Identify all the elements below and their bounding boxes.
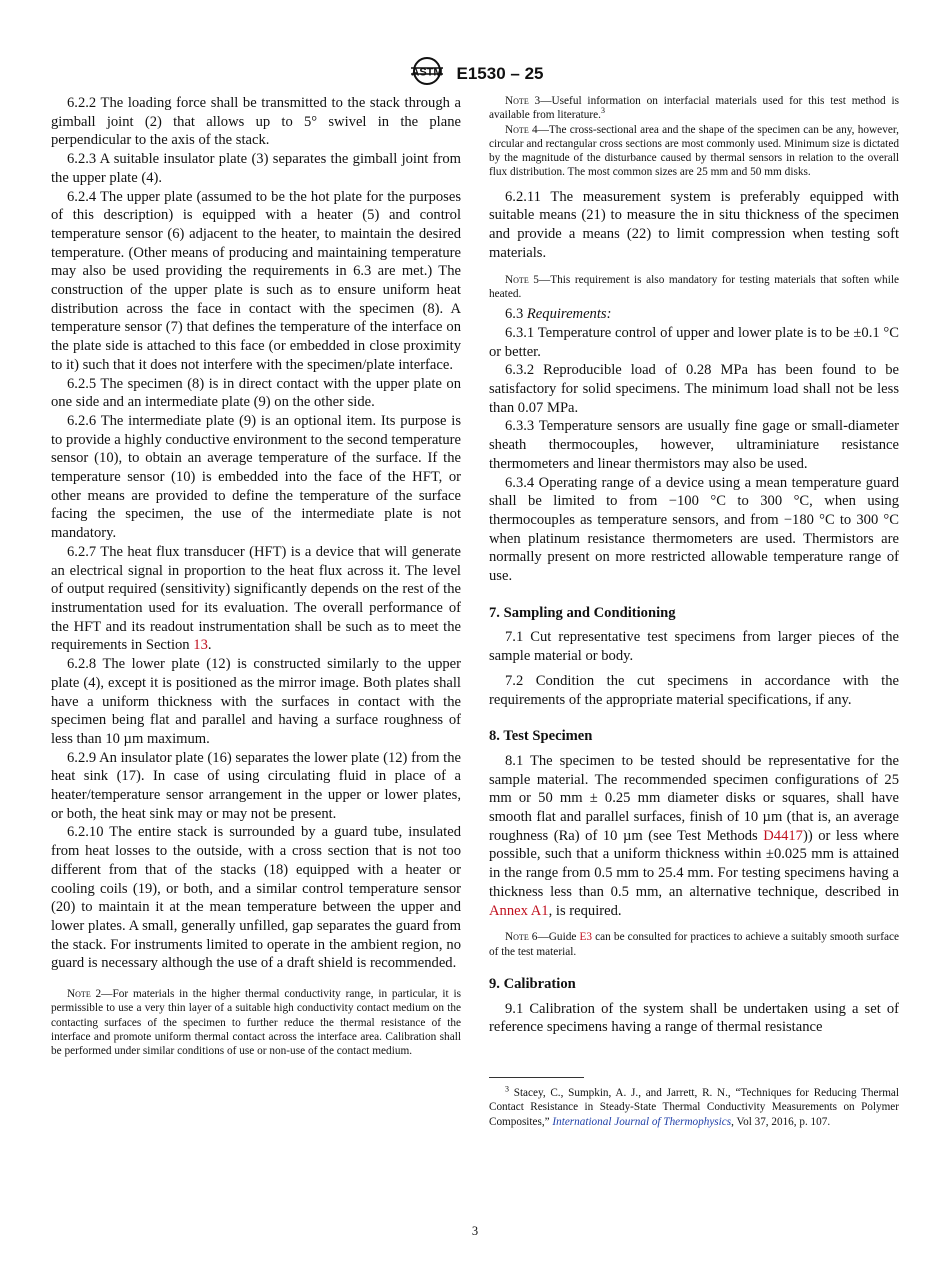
section-7-1: 7.1 Cut representative test specimens from larger pieces of the sample material or body.: [489, 629, 899, 665]
footnote-3: [489, 1086, 899, 1129]
section-7-heading: 7. Sampling and Conditioning: [489, 604, 676, 621]
note-3-text: —Useful information on interfacial materials used for this test method is available from literature.: [489, 95, 899, 122]
note-5-text: —This requirement is also mandatory for testing materials that soften while heated.: [489, 273, 899, 300]
section-6-2-8: 6.2.8 The lower plate (12) is constructed similarly to the upper plate (4), except it is positioned as the mirror image. Both plates shall have a uniform thickness with the surfaces in contact with the specimen being flat and parallel and having a surface roughness of less than 10 µm maximum.: [51, 656, 461, 747]
section-6-2-7: [51, 543, 461, 655]
section-6-2-7-end: .: [207, 637, 212, 654]
note-4-text: —The cross-sectional area and the shape of the specimen can be any, however, circular and rectangular cross sections are most commonly used. Minimum size is dictated by the magnitude of the disturbance caused by thermal sensors in relation to the overall flux distribution. The most common sizes are 25 mm and 50 mm disks.: [489, 123, 899, 179]
note-6-text: —Guide: [537, 931, 580, 944]
e3-link[interactable]: E3: [579, 931, 593, 944]
note-3: [489, 94, 899, 123]
left-column: [51, 94, 461, 1059]
note-6-label: Note 6: [505, 931, 538, 944]
section-6-2-4: 6.2.4 The upper plate (assumed to be the hot plate for the purposes of this description) is equipped with a heater (5) and control temperature sensor (6) adjacent to the heater, to maintain the desired temperature. (Other means of producing and maintaining temperature may also be used providing the requirements in 6.3 are met.) The construction of the upper plate is such as to ensure uniform heat distribution across the face in contact with the specimen (8). A temperature sensor (7) that defines the temperature of the interface on the plate side is attached to this face (or embedded in close proximity to it) such that it does not interfere with the specimen/plate interface.: [51, 188, 461, 373]
section-6-3-4: 6.3.4 Operating range of a device using a mean temperature guard shall be limited to from −100 °C to 300 °C, when using thermocouples as temperature sensors, and from −180 °C to 300 °C when platinum resistance thermometers are used. Thermistors are normally present on more restricted allowable temperature range of use.: [489, 474, 899, 585]
footnote-3-ref[interactable]: 3: [600, 106, 605, 116]
note-4-label: Note 4: [505, 123, 538, 136]
section-6-2-2: 6.2.2 The loading force shall be transmitted to the stack through a gimball joint (2) that allows up to 5° swivel in the plane perpendicular to the axis of the stack.: [51, 95, 461, 149]
section-6-3-1: 6.3.1 Temperature control of upper and lower plate is to be ±0.1 °C or better.: [489, 324, 899, 360]
section-8-1-end: , is required.: [548, 902, 622, 919]
section-8-1-text-2: )) or less where possible, such that a uniform thickness within ±0.025 mm is attained in the range from 0.5 mm to 25.4 mm. For testing specimens having a thickness less than 0.5 mm, an alternative technique, described in: [489, 827, 899, 900]
section-6-2-5: 6.2.5 The specimen (8) is in direct contact with the upper plate on one side and an intermediate plate (9) on the other side.: [51, 375, 461, 411]
footnote-3-number: 3: [505, 1084, 509, 1094]
note-4: [489, 123, 899, 180]
section-13-link[interactable]: 13: [193, 637, 208, 654]
svg-text:ASTM: ASTM: [410, 66, 443, 79]
note-3-label: Note 3: [505, 95, 541, 107]
note-6: [489, 930, 899, 959]
note-2: [51, 987, 461, 1058]
note-5-label: Note 5: [505, 273, 539, 286]
section-7-2: 7.2 Condition the cut specimens in accordance with the requirements of the appropriate material specifications, if any.: [489, 672, 899, 708]
standard-designation: E1530 – 25: [456, 63, 544, 83]
footnote-3-text: Stacey, C., Sumpkin, A. J., and Jarrett, R. N., “Techniques for Reducing Thermal Contact Resistance in Steady-State Thermal Conductivity Measurements on Polymer Composites,”: [489, 1086, 899, 1128]
section-6-2-10: 6.2.10 The entire stack is surrounded by a guard tube, insulated from heat losses to the outside, with a cross section that is not too different from that of the stacks (18) equipped with a heater or cooling coils (19), or both, and a similar control temperature sensor (20) to maintain it at the mean temperature between the upper and lower plates. A small, generally unfilled, gap separates the guard from the stack. For instruments limited to operate in the ambient region, no guard is necessary although the use of a draft shield is recommended.: [51, 824, 461, 972]
note-2-text: —For materials in the higher thermal conductivity range, in particular, it is permissible to use a very thin layer of a suitable high conductivity contact medium on the contacting surfaces of the specimen to further reduce the thermal resistance of the interface and promote uniform thermal contact across the interface area. Calibration shall be performed under similar conditions of use or non-use of the contact medium.: [51, 988, 462, 1058]
section-8-1: [489, 752, 899, 920]
page-header: [0, 56, 950, 91]
section-6-2-6: 6.2.6 The intermediate plate (9) is an optional item. Its purpose is to provide a highly conductive environment to the second temperature sensor (10), to obtain an average temperature of the surface. If the temperature sensor (10) is embedded into the face of the HFT, or other means are provided to define the temperature of the surface facing the specimen, the use of the intermediate plate is not mandatory.: [51, 412, 461, 542]
note-6-text-2: can be consulted for practices to achieve a suitably smooth surface of the test material.: [489, 931, 900, 958]
journal-link[interactable]: International Journal of Thermophysics: [552, 1115, 732, 1128]
footnote-3-end: , Vol 37, 2016, p. 107.: [731, 1115, 831, 1128]
annex-a1-link[interactable]: Annex A1: [489, 902, 549, 919]
page-number: 3: [471, 1224, 479, 1238]
section-6-3: [489, 305, 899, 324]
section-8-heading: 8. Test Specimen: [489, 728, 593, 745]
d4417-link[interactable]: D4417: [763, 827, 803, 844]
section-6-3-3: 6.3.3 Temperature sensors are usually fine gage or small-diameter sheath thermocouples, however, ultraminiature resistance thermometers and linear thermistors may also be used.: [489, 418, 899, 472]
section-9-1: 9.1 Calibration of the system shall be undertaken using a set of reference specimens having a range of thermal resistance: [489, 1000, 899, 1036]
section-6-3-title: Requirements:: [526, 306, 612, 323]
right-column: [489, 94, 899, 1129]
section-6-3-number: 6.3: [505, 306, 527, 323]
note-2-label: Note 2: [67, 988, 102, 1001]
section-8-1-text: 8.1 The specimen to be tested should be representative for the sample material. The recommended specimen configurations of 25 mm or 50 mm ± 0.25 mm diameter disks or squares, shall have smooth flat and parallel surfaces, finish of 10 µm (that is, an average roughness (Ra) of 10 µm (see Test Methods: [489, 752, 899, 844]
section-6-2-11: 6.2.11 The measurement system is preferably equipped with suitable means (21) to measure the in situ thickness of the specimen and provide a means (22) to limit compression when testing soft materials.: [489, 188, 899, 261]
section-6-2-7-text: 6.2.7 The heat flux transducer (HFT) is a device that will generate an electrical signal in proportion to the heat flux across it. The level of output required (sensitivity) significantly depends on the rest of the instrumentation used for its evaluation. The overall performance of the HFT and its readout instrumentation shall be such as to meet the requirements in Section: [51, 543, 461, 654]
section-6-2-3: 6.2.3 A suitable insulator plate (3) separates the gimball joint from the upper plate (4).: [51, 151, 461, 186]
astm-logo: [407, 56, 447, 91]
section-9-heading: 9. Calibration: [489, 975, 576, 992]
section-6-3-2: 6.3.2 Reproducible load of 0.28 MPa has been found to be satisfactory for solid specimens. The minimum load shall not be less than 0.07 MPa.: [489, 362, 899, 416]
section-6-2-9: 6.2.9 An insulator plate (16) separates the lower plate (12) from the heat sink (17). In case of using circulating fluid in place of a heater/temperature sensor arrangement in the upper or lower plates, or both, the heat sink may or may not be present.: [51, 749, 461, 822]
note-5: [489, 273, 899, 302]
